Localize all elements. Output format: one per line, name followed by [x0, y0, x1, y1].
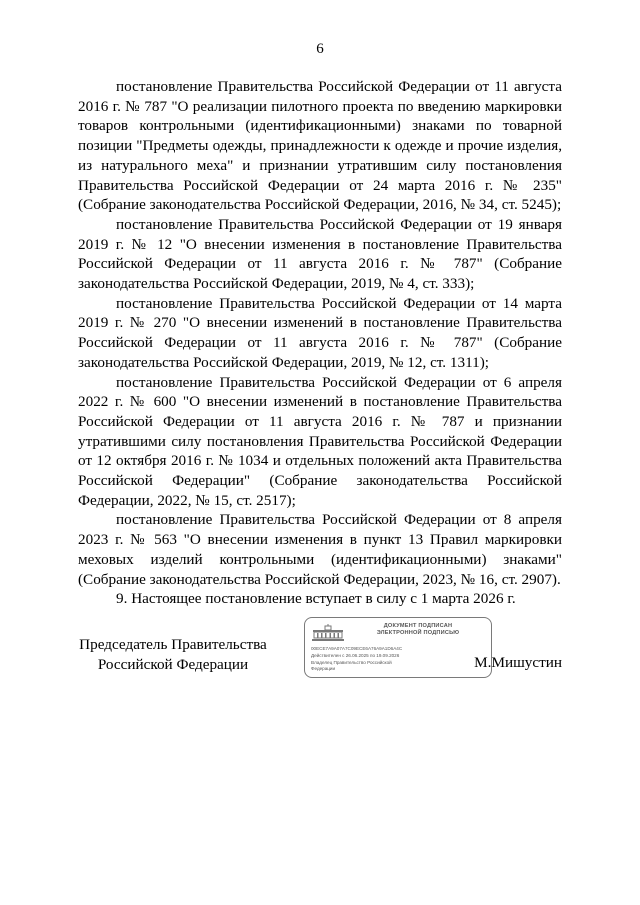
paragraph-decree-787: постановление Правительства Российской Федерации от 11 августа 2016 г. № 787 "О реализации пилотного проекта по введению маркировки товаров контрольными (идентификационными) знаками по товарной позиции "Предметы одежды, принадлежности к одежде и прочие изделия, из натурального меха" и признании утратившим силу постановления Правительства Российской Федерации от 24 марта 2016 г. № 235" (Собрание законодательства Российской Федерации, 2016, № 34, ст. 5245);	[78, 78, 562, 214]
page-number: 6	[316, 41, 324, 57]
stamp-validity: Действителен с 26.06.2025 по 19.09.2026	[311, 653, 400, 658]
paragraph-decree-12: постановление Правительства Российской Федерации от 19 января 2019 г. № 12 "О внесении изменения в постановление Правительства Российской Федерации от 11 августа 2016 г. № 787" (Собрание законодательства Российской Федерации, 2019, № 4, ст. 333);	[78, 215, 562, 293]
document-body	[78, 77, 562, 609]
paragraph-decree-270: постановление Правительства Российской Федерации от 14 марта 2019 г. № 270 "О внесении изменений в постановление Правительства Российской Федерации от 11 августа 2016 г. № 787" (Собрание законодательства Российской Федерации, 2019, № 12, ст. 1311);	[78, 294, 562, 371]
stamp-certificate: 00ECE7A9A07A7C09ECE6A76A9A1D6A4C	[311, 646, 403, 651]
stamp-title-line1: ДОКУМЕНТ ПОДПИСАН	[383, 623, 453, 629]
signer-title-line1: Председатель Правительства	[79, 636, 267, 653]
paragraph-effective-date: 9. Настоящее постановление вступает в силу с 1 марта 2026 г.	[116, 590, 516, 608]
government-building-icon	[311, 624, 345, 642]
signer-title-line2: Российской Федерации	[97, 655, 249, 673]
paragraph-decree-563: постановление Правительства Российской Федерации от 8 апреля 2023 г. № 563 "О внесении изменения в пункт 13 Правил маркировки меховых изделий контрольными (идентификационными) знаками" (Собрание законодательства Российской Федерации, 2023, № 16, ст. 2907).	[78, 511, 562, 588]
stamp-title-line2: ЭЛЕКТРОННОЙ ПОДПИСЬЮ	[376, 630, 460, 636]
paragraph-decree-600: постановление Правительства Российской Федерации от 6 апреля 2022 г. № 600 "О внесении изменений в постановление Правительства Российской Федерации от 11 августа 2016 г. № 787 и признании утратившими силу постановления Правительства Российской Федерации от 12 октября 2016 г. № 1034 и отдельных положений акта Правительства Российской Федерации" (Собрание законодательства Российской Федерации, 2022, № 15, ст. 2517);	[78, 373, 562, 509]
stamp-owner-line1: Владелец Правительство Российской	[311, 660, 392, 665]
signer-name: М.Мишустин	[474, 654, 562, 671]
stamp-owner-line2: Федерации	[311, 666, 336, 671]
electronic-signature-stamp	[304, 617, 492, 678]
stamp-title	[349, 623, 487, 637]
signature-block	[78, 623, 562, 685]
signer-title	[78, 635, 268, 674]
